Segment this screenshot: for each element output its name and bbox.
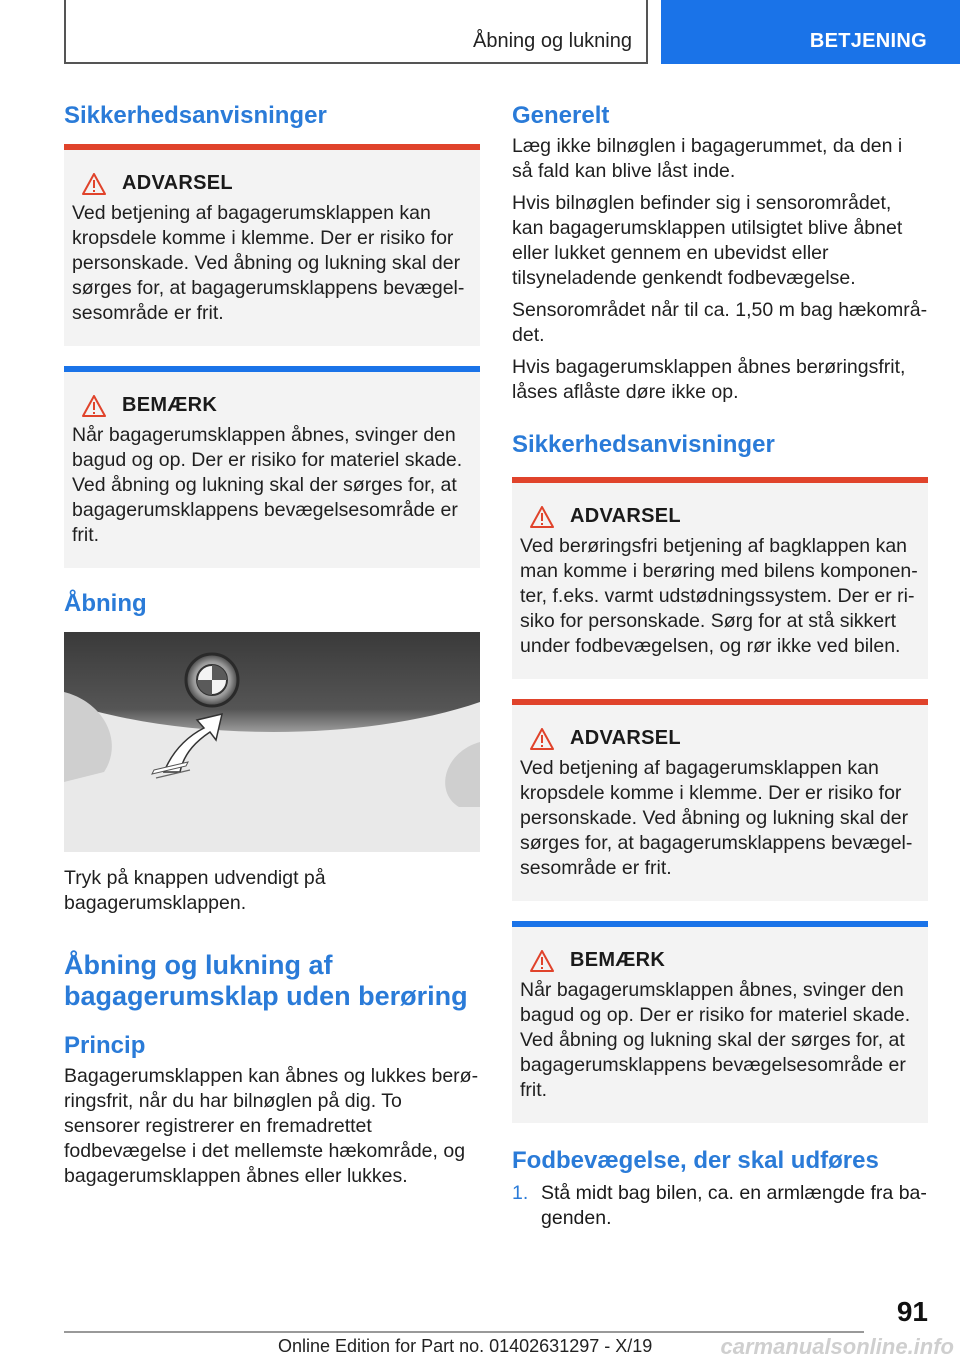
general-paragraph-2: Hvis bilnøglen befinder sig i sensorområdet, kan bagagerumsklappen utilsigtet blive åbnet eller lukket gennem en ubevidst eller tilsyneladende genkendt fodbevægelse. (512, 192, 903, 289)
note-title: BEMÆRK (122, 394, 218, 416)
general-paragraph-1: Læg ikke bilnøglen i bagagerummet, da den i så fald kan blive låst inde. (512, 135, 903, 182)
watermark: carmanualsonline.info (720, 1334, 954, 1359)
foot-movement-heading: Fodbevægelse, der skal udføres (512, 1147, 879, 1174)
warning-title-2: ADVARSEL (570, 505, 681, 527)
general-heading: Generelt (512, 102, 610, 129)
safety-heading: Sikkerhedsanvisninger (64, 102, 327, 129)
step-number: 1. (512, 1182, 529, 1204)
principle-heading: Princip (64, 1032, 146, 1059)
warning-box-2 (512, 477, 928, 679)
warning-box (64, 144, 480, 346)
general-paragraph-4: Hvis bagagerumsklappen åbnes berøringsfrit, låses aflåste døre ikke op. (512, 356, 906, 403)
opening-heading: Åbning (64, 590, 147, 617)
safety-heading-2: Sikkerhedsanvisninger (512, 431, 775, 458)
warning-text-3: Ved betjening af bagagerumsklappen kan kropsdele komme i klemme. Der er risiko for personskade. Ved åbning og lukning skal der sørges for, at bagagerumsklappens bevægelsesområde er frit. (520, 757, 913, 879)
page-number: 91 (896, 1296, 928, 1327)
footer-divider (64, 1331, 864, 1333)
note-text: Når bagagerumsklappen åbnes, svinger den bagud og op. Der er risiko for materiel skade. Ved åbning og lukning skal der sørges for, at bagagerumsklappens bevægelsesområde er frit. (72, 424, 463, 546)
warning-text: Ved betjening af bagagerumsklappen kan kropsdele komme i klemme. Der er risiko for personskade. Ved åbning og lukning skal der sørges for, at bagagerumsklappens bevægelsesområde er frit. (72, 202, 465, 324)
step-text: Stå midt bag bilen, ca. en armlængde fra bagenden. (541, 1182, 927, 1229)
steps-list (512, 1181, 928, 1231)
left-column (64, 100, 480, 1196)
opening-text: Tryk på knappen udvendigt på bagagerumsklappen. (64, 867, 326, 914)
header-bar (64, 0, 648, 64)
right-column (512, 100, 928, 1231)
warning-title-3: ADVARSEL (570, 727, 681, 749)
note-text-2: Når bagagerumsklappen åbnes, svinger den bagud og op. Der er risiko for materiel skade. Ved åbning og lukning skal der sørges for, at bagagerumsklappens bevægelsesområde er frit. (520, 979, 911, 1101)
principle-text: Bagagerumsklappen kan åbnes og lukkes berøringsfrit, når du har bilnøglen på dig. To sensorer registrerer en fremadrettet fodbevægelse i det mellemste hækområde, og bagagerumsklappen åbnes eller lukkes. (64, 1065, 479, 1187)
list-item (512, 1181, 928, 1231)
note-title-2: BEMÆRK (570, 949, 666, 971)
chapter-title: BETJENING (809, 30, 927, 52)
warning-title: ADVARSEL (122, 172, 233, 194)
section-title: Åbning og lukning (472, 30, 632, 52)
note-box-2 (512, 921, 928, 1123)
note-box (64, 366, 480, 568)
warning-triangle-icon (530, 506, 554, 528)
warning-triangle-icon (530, 728, 554, 750)
general-paragraph-3: Sensorområdet når til ca. 1,50 m bag hækområdet. (512, 299, 928, 346)
chapter-tab (661, 0, 960, 64)
warning-triangle-icon (82, 395, 106, 417)
warning-box-3 (512, 699, 928, 901)
warning-triangle-icon (82, 173, 106, 195)
touchless-heading: Åbning og lukning af bagagerumsklap uden berøring (64, 950, 468, 1011)
footer-edition: Online Edition for Part no. 01402631297 - X/19 (278, 1336, 653, 1356)
warning-text-2: Ved berøringsfri betjening af bagklappen kan man komme i berøring med bilens komponenter, f.eks. varmt udstødningssystem. Der er risiko for personskade. Sørg for at stå sikkert under fodbevægelsen, og rør ikke ved bilen. (520, 535, 918, 657)
trunk-button-illustration (64, 632, 480, 852)
warning-triangle-icon (530, 950, 554, 972)
